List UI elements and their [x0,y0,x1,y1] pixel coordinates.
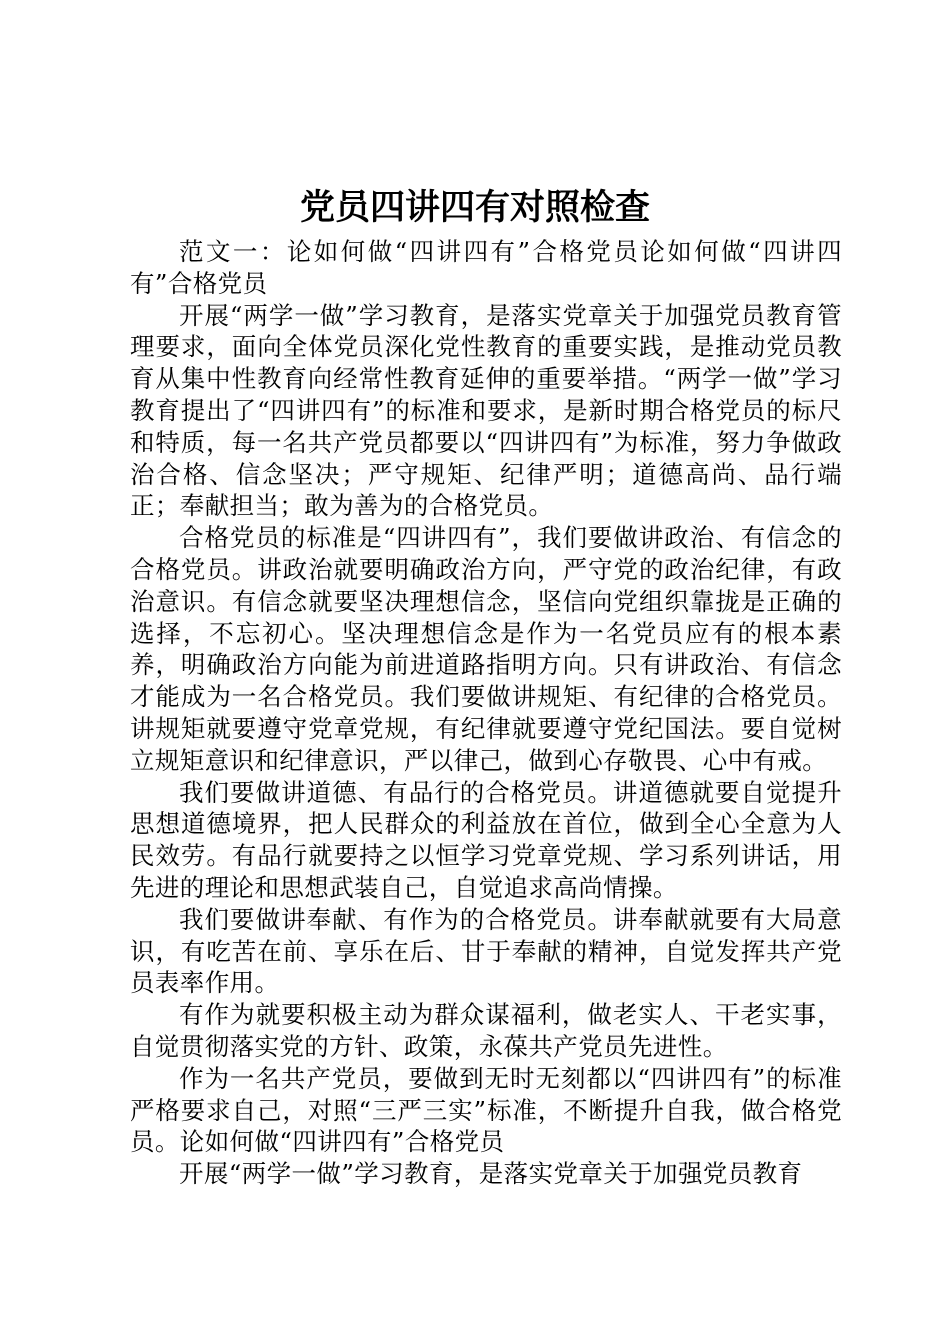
document-title: 党员四讲四有对照检查 [299,187,650,228]
paragraph: 我们要做讲奉献、有作为的合格党员。讲奉献就要有大局意识，有吃苦在前、享乐在后、甘于奉献的精神，自觉发挥共产党员表率作用。 [130,904,842,998]
paragraph: 作为一名共产党员，要做到无时无刻都以“四讲四有”的标准严格要求自己，对照“三严三实”标准，不断提升自我，做合格党员。论如何做“四讲四有”合格党员 [130,1063,842,1157]
paragraph: 开展“两学一做”学习教育，是落实党章关于加强党员教育 [179,1159,803,1189]
paragraph: 范文一：论如何做“四讲四有”合格党员论如何做“四讲四有”合格党员 [130,237,842,298]
paragraph: 有作为就要积极主动为群众谋福利，做老实人、干老实事，自觉贯彻落实党的方针、政策，永葆共产党员先进性。 [130,1000,842,1061]
document-body [130,236,842,1190]
paragraph: 合格党员的标准是“四讲四有”，我们要做讲政治、有信念的合格党员。讲政治就要明确政治方向，严守党的政治纪律，有政治意识。有信念就要坚决理想信念，坚信向党组织靠拢是正确的选择，不忘初心。坚决理想信念是作为一名党员应有的根本素养，明确政治方向能为前进道路指明方向。只有讲政治、有信念才能成为一名合格党员。我们要做讲规矩、有纪律的合格党员。讲规矩就要遵守党章党规，有纪律就要遵守党纪国法。要自觉树立规矩意识和纪律意识，严以律己，做到心存敬畏、心中有戒。 [130,523,842,775]
paragraph: 开展“两学一做”学习教育，是落实党章关于加强党员教育管理要求，面向全体党员深化党性教育的重要实践，是推动党员教育从集中性教育向经常性教育延伸的重要举措。“两学一做”学习教育提出了“四讲四有”的标准和要求，是新时期合格党员的标尺和特质，每一名共产党员都要以“四讲四有”为标准，努力争做政治合格、信念坚决；严守规矩、纪律严明；道德高尚、品行端正；奉献担当；敢为善为的合格党员。 [130,300,842,521]
paragraph: 我们要做讲道德、有品行的合格党员。讲道德就要自觉提升思想道德境界，把人民群众的利益放在首位，做到全心全意为人民效劳。有品行就要持之以恒学习党章党规、学习系列讲话，用先进的理论和思想武装自己，自觉追求高尚情操。 [130,777,842,902]
